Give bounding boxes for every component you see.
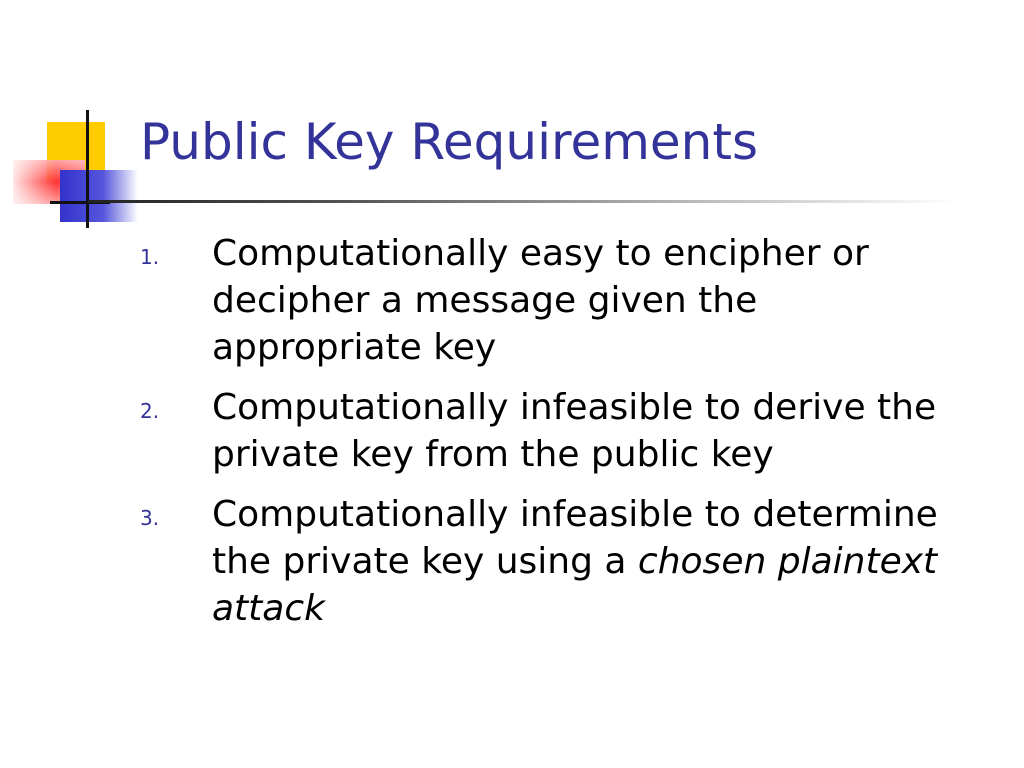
title-divider	[88, 200, 958, 203]
list-item-text: Computationally easy to encipher or decipher a message given the appropriate key	[212, 233, 869, 368]
list-item-text: Computationally infeasible to determine the private key using a	[212, 494, 938, 582]
list-item	[140, 230, 960, 371]
vertical-line-icon	[86, 110, 89, 228]
list-item	[140, 491, 960, 632]
requirements-list	[140, 230, 960, 645]
blue-square-icon	[60, 170, 138, 222]
decorative-logo-icon	[0, 100, 150, 240]
list-item-number: 1.	[140, 245, 160, 269]
list-item	[140, 384, 960, 478]
list-item-number: 2.	[140, 399, 160, 423]
list-item-text: Computationally infeasible to derive the private key from the public key	[212, 387, 937, 475]
slide-title: Public Key Requirements	[140, 113, 759, 171]
list-item-number: 3.	[140, 506, 160, 530]
list-item-emphasis: chosen plaintext attack	[212, 541, 938, 629]
